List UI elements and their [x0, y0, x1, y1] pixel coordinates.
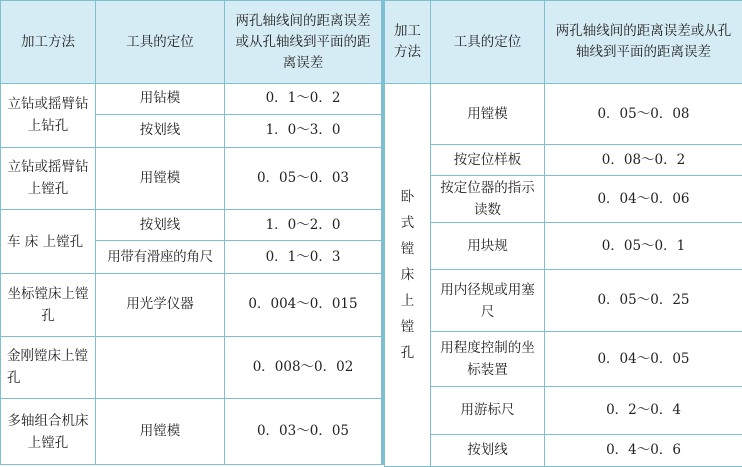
header-row [385, 1, 742, 84]
tool-cell: 按定位样板 [431, 145, 545, 176]
tool-cell: 用块规 [431, 223, 545, 270]
method-cell: 多轴组合机床上镗孔 [1, 399, 96, 465]
error-cell: 0．1～0．2 [225, 84, 382, 115]
error-cell: 0．1～0．3 [225, 241, 382, 274]
method-cell: 坐标镗床上镗孔 [1, 273, 96, 336]
method-cell [385, 84, 431, 467]
table-row [1, 147, 382, 210]
error-cell: 0．2～0．4 [545, 387, 742, 435]
tool-cell: 用带有滑座的角尺 [96, 241, 225, 274]
header-tool: 工具的定位 [431, 1, 545, 84]
method-char: 镗 [391, 236, 424, 262]
tool-cell [96, 336, 225, 399]
table-row [385, 332, 742, 387]
header-tool: 工具的定位 [96, 1, 225, 84]
table-row [385, 145, 742, 176]
tool-cell: 用镗模 [431, 84, 545, 145]
error-cell: 0．03～0．05 [225, 399, 382, 465]
table-row [385, 223, 742, 270]
method-cell: 立钻或摇臂钻上钻孔 [1, 84, 96, 148]
error-cell: 0．05～0．25 [545, 270, 742, 332]
method-char: 床 [391, 262, 424, 288]
table-row [385, 435, 742, 467]
tool-cell: 用游标尺 [431, 387, 545, 435]
method-cell: 立钻或摇臂钻上镗孔 [1, 147, 96, 210]
error-cell: 0．04～0．05 [545, 332, 742, 387]
error-cell: 0．008～0．02 [225, 336, 382, 399]
table-row [385, 387, 742, 435]
table-row [385, 270, 742, 332]
header-row [1, 1, 382, 84]
right-table [384, 0, 742, 467]
method-cell: 金刚镗床上镗孔 [1, 336, 96, 399]
tool-cell: 按划线 [431, 435, 545, 467]
table-row [1, 210, 382, 241]
tool-cell: 用钻模 [96, 84, 225, 115]
method-char: 上 [391, 288, 424, 314]
header-method: 加工方法 [385, 1, 431, 84]
table-row [1, 399, 382, 465]
tool-cell: 用内径规或用塞尺 [431, 270, 545, 332]
tool-cell: 用镗模 [96, 147, 225, 210]
table-row [1, 84, 382, 115]
tool-cell: 按划线 [96, 210, 225, 241]
method-char: 卧 [391, 184, 424, 210]
header-error: 两孔轴线间的距离误差或从孔轴线到平面的距离误差 [545, 1, 742, 84]
header-error: 两孔轴线间的距离误差或从孔轴线到平面的距离误差 [225, 1, 382, 84]
error-cell: 0．05～0．03 [225, 147, 382, 210]
header-method: 加工方法 [1, 1, 96, 84]
error-cell: 0．04～0．06 [545, 176, 742, 223]
method-char: 式 [391, 210, 424, 236]
error-cell: 0．004～0．015 [225, 273, 382, 336]
error-cell: 0．08～0．2 [545, 145, 742, 176]
method-char: 镗 [391, 314, 424, 340]
error-cell: 1．0～2．0 [225, 210, 382, 241]
tool-cell: 用程度控制的坐标装置 [431, 332, 545, 387]
table-row [1, 336, 382, 399]
table-row [1, 273, 382, 336]
tool-cell: 用镗模 [96, 399, 225, 465]
tool-cell: 按定位器的指示读数 [431, 176, 545, 223]
table-row [385, 176, 742, 223]
method-char: 孔 [391, 340, 424, 366]
method-cell: 车 床 上镗孔 [1, 210, 96, 274]
error-cell: 0．4～0．6 [545, 435, 742, 467]
table-row [385, 84, 742, 145]
tool-cell: 用光学仪器 [96, 273, 225, 336]
error-cell: 0．05～0．08 [545, 84, 742, 145]
error-cell: 1．0～3．0 [225, 114, 382, 147]
tool-cell: 按划线 [96, 114, 225, 147]
error-cell: 0．05～0．1 [545, 223, 742, 270]
